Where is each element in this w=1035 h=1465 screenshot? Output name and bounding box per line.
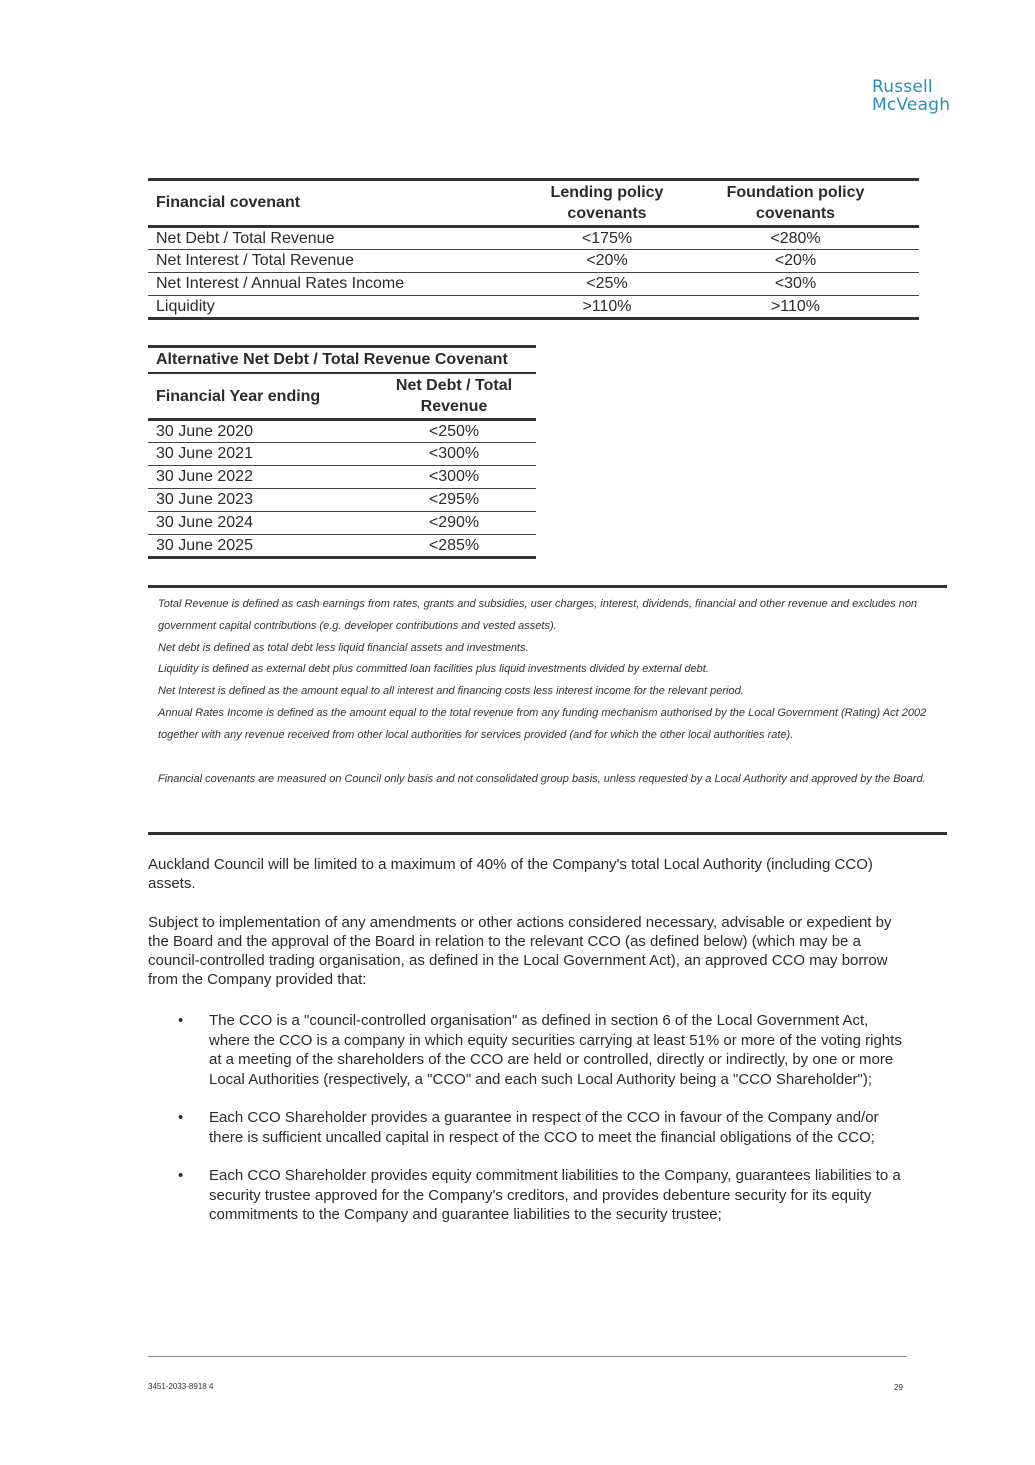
logo-line-1: Russell [872, 77, 933, 97]
foundation-value: >110% [770, 297, 821, 315]
table-row [148, 250, 919, 273]
table-row [148, 273, 919, 296]
table-row [148, 512, 536, 535]
cco-conditions-list [148, 1011, 908, 1244]
paragraph-cco-borrowing: Subject to implementation of any amendments or other actions considered necessary, advisable or expedient by the Board and the approval of the Board in relation to the relevant CCO (as defined below) (which may be a council-controlled trading organisation, as defined in the Local Government Act), an approved CCO may borrow from the Company provided that: [148, 914, 892, 988]
alt-table-header [148, 373, 536, 420]
definitions-notes [148, 585, 947, 835]
lending-value: <20% [542, 250, 672, 273]
table-row [148, 443, 536, 466]
note-liquidity: Liquidity is defined as external debt plus committed loan facilities plus liquid investments divided by external debt. [158, 663, 709, 676]
year-cell: 30 June 2024 [148, 512, 372, 535]
document-reference: 3451-2033-8918 4 [148, 1382, 214, 1391]
company-logo [872, 78, 962, 114]
ratio-cell: <285% [428, 536, 480, 554]
logo-line-2: McVeagh [872, 95, 951, 115]
table-row [148, 466, 536, 489]
footer-divider [148, 1356, 907, 1357]
covenant-table-header [148, 180, 919, 227]
year-cell: 30 June 2020 [148, 420, 372, 443]
foundation-value: <280% [672, 227, 919, 250]
table-row [148, 535, 536, 558]
year-cell: 30 June 2025 [156, 536, 253, 554]
list-item [148, 1108, 908, 1147]
bullet-icon: • [178, 1012, 184, 1029]
table-row [148, 420, 536, 443]
bullet-icon: • [178, 1109, 184, 1126]
year-cell: 30 June 2023 [148, 489, 372, 512]
table-row [148, 489, 536, 512]
foundation-value: <20% [672, 250, 919, 273]
note-measurement-basis: Financial covenants are measured on Council only basis and not consolidated group basis, unless requested by a Local Authority and approved by the Board. [158, 772, 926, 785]
bullet-icon: • [178, 1167, 184, 1184]
table-row [148, 296, 919, 319]
alt-table-caption-row [148, 347, 536, 374]
list-item [148, 1011, 908, 1089]
note-total-revenue: Total Revenue is defined as cash earnings from rates, grants and subsidies, user charges, interest, dividends, financial and other revenue and excludes non government capital contributions (e.g. developer contributions and vested assets). [158, 598, 918, 632]
table-row [148, 227, 919, 250]
year-cell: 30 June 2022 [148, 466, 372, 489]
note-annual-rates: Annual Rates Income is defined as the amount equal to the total revenue from any funding mechanism authorised by the Local Government (Rating) Act 2002 together with any revenue received from other local authorities for services provided (and for which the other local authorities rate). [158, 706, 927, 741]
ratio-cell: <300% [372, 466, 536, 489]
lending-value: <25% [542, 273, 672, 296]
note-net-debt: Net debt is defined as total debt less liquid financial assets and investments. [158, 641, 529, 654]
foundation-value: <30% [672, 273, 919, 296]
covenant-name: Net Debt / Total Revenue [148, 227, 542, 250]
year-cell: 30 June 2021 [148, 443, 372, 466]
list-item-text: Each CCO Shareholder provides a guarantee in respect of the CCO in favour of the Company and/or there is sufficient uncalled capital in respect of the CCO to meet the financial obligations of the CCO; [209, 1109, 879, 1146]
ratio-cell: <290% [372, 512, 536, 535]
covenant-name: Net Interest / Total Revenue [148, 250, 542, 273]
covenant-table [148, 178, 919, 320]
lending-value: <175% [542, 227, 672, 250]
col-header-covenant: Financial covenant [148, 180, 542, 227]
covenant-name: Net Interest / Annual Rates Income [148, 273, 542, 296]
list-item-text: The CCO is a "council-controlled organisation" as defined in section 6 of the Local Government Act, where the CCO is a company in which equity securities carrying at least 51% or more of the voting rights at a meeting of the shareholders of the CCO are held or controlled, directly or indirectly, by one or more Local Authorities (respectively, a "CCO" and each such Local Authority being a "CCO Shareholder"); [209, 1012, 902, 1088]
col-header-year: Financial Year ending [148, 373, 372, 420]
covenant-name: Liquidity [156, 297, 215, 315]
paragraph-auckland-limit: Auckland Council will be limited to a maximum of 40% of the Company's total Local Authority (including CCO) assets. [148, 856, 873, 892]
ratio-cell: <295% [372, 489, 536, 512]
col-header-ratio: Net Debt / Total Revenue [372, 373, 536, 420]
col-header-lending: Lending policy covenants [542, 180, 672, 227]
list-item [148, 1166, 908, 1225]
alternative-covenant-table [148, 345, 536, 559]
alt-table-caption: Alternative Net Debt / Total Revenue Covenant [148, 347, 536, 374]
note-net-interest: Net Interest is defined as the amount equal to all interest and financing costs less interest income for the relevant period. [158, 685, 744, 698]
ratio-cell: <300% [372, 443, 536, 466]
lending-value: >110% [582, 297, 632, 315]
list-item-text: Each CCO Shareholder provides equity commitment liabilities to the Company, guarantees liabilities to a security trustee approved for the Company's creditors, and provides debenture security for its equity commitments to the Company and guarantee liabilities to the security trustee; [209, 1167, 901, 1223]
page-number: 29 [894, 1383, 903, 1392]
ratio-cell: <250% [372, 420, 536, 443]
col-header-foundation: Foundation policy covenants [672, 180, 919, 227]
